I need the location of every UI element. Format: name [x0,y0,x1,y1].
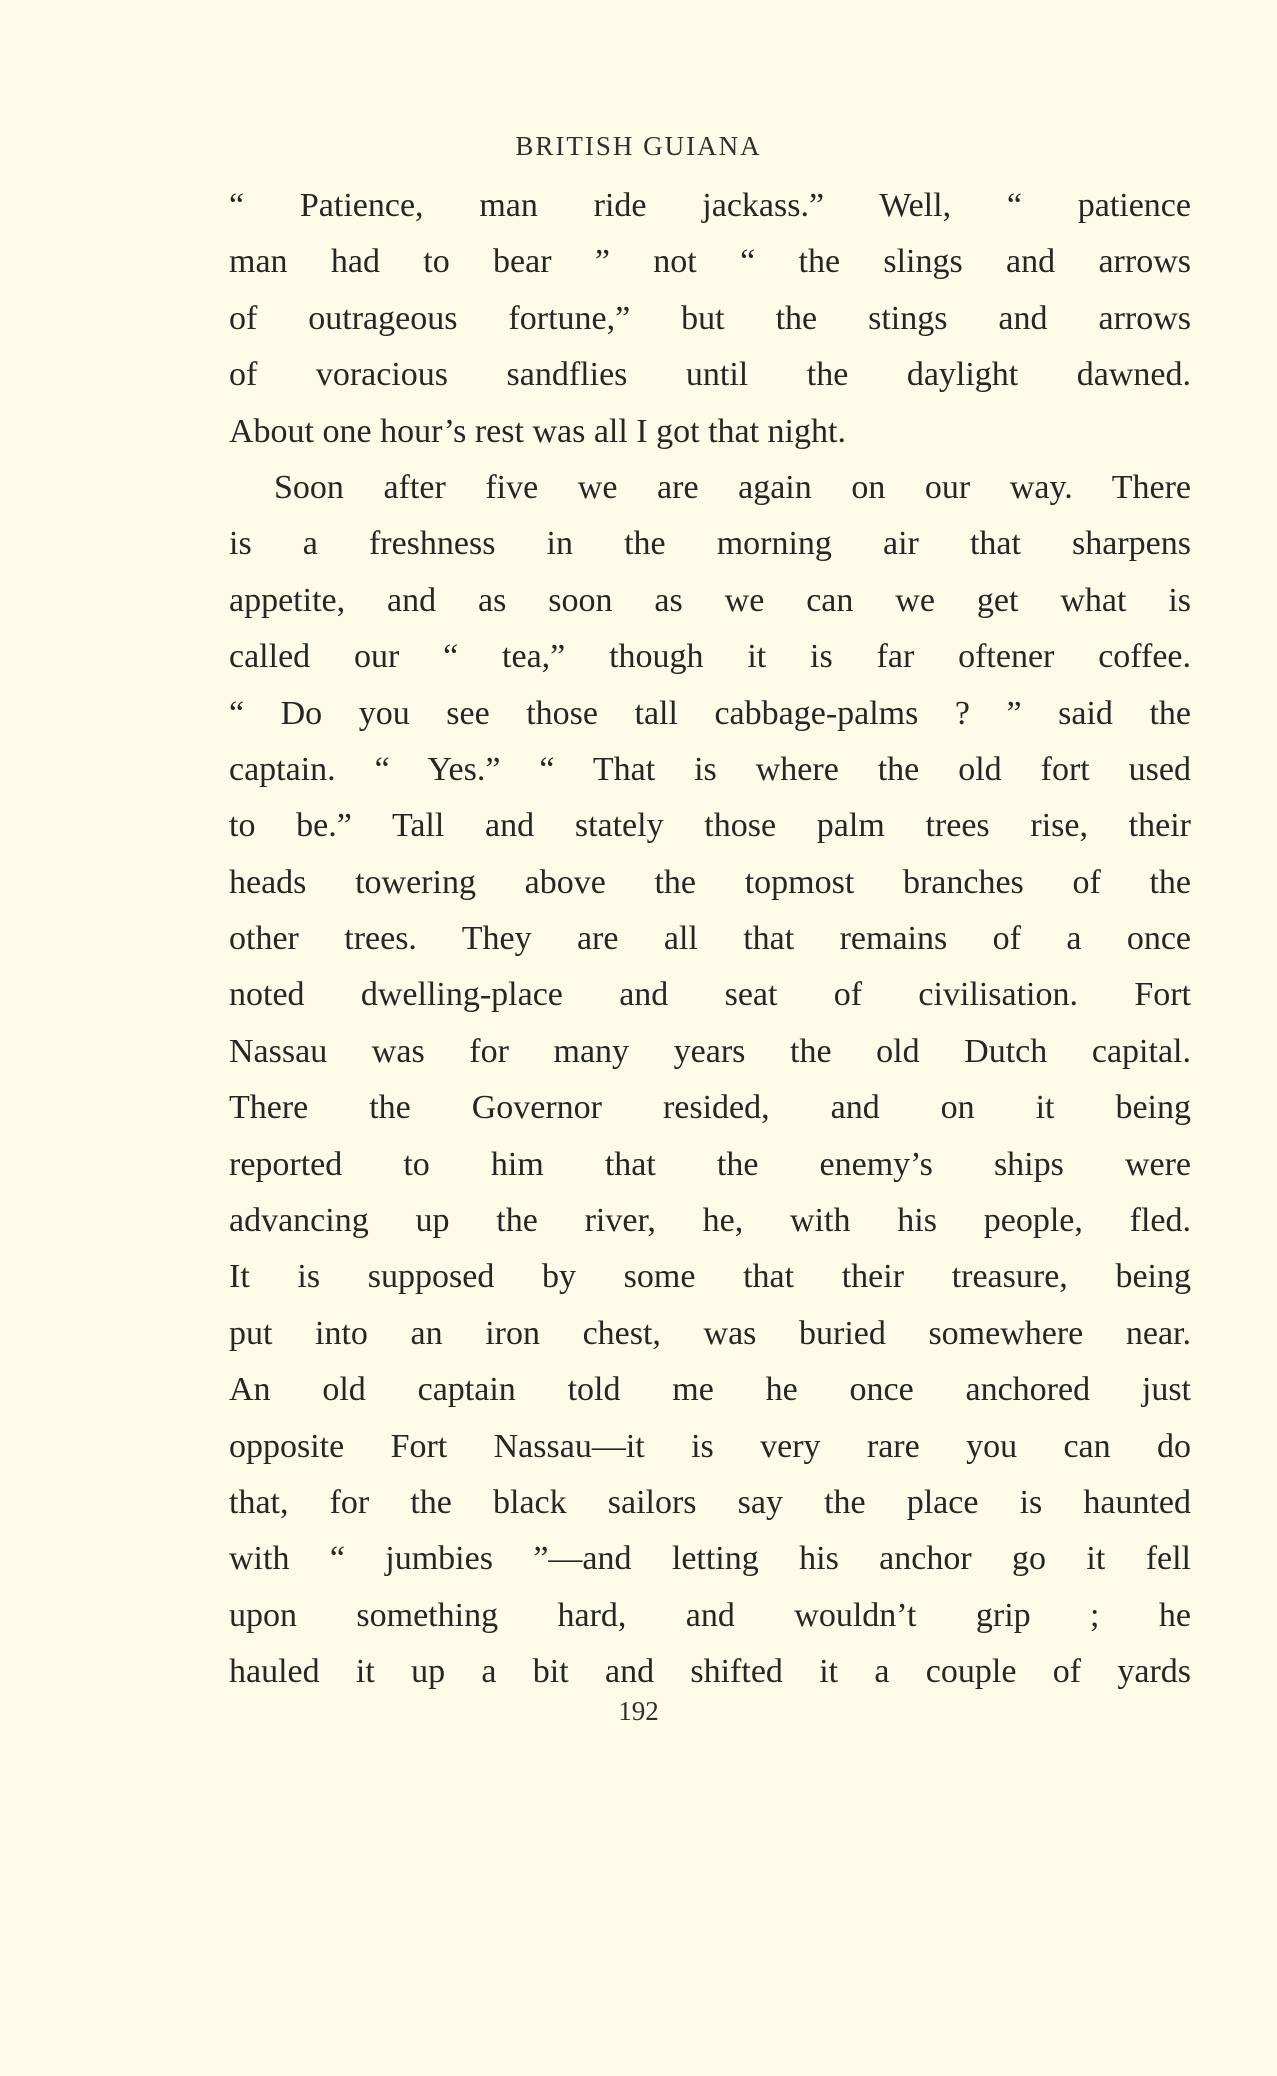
text-line: captain. “ Yes.” “ That is where the old fort used [229,750,1191,788]
text-line: that, for the black sailors say the place is haunted [229,1483,1191,1521]
text-line: hauled it up a bit and shifted it a couple of yards [229,1653,1191,1691]
text-line: About one hour’s rest was all I got that night. [229,412,846,450]
text-line: reported to him that the enemy’s ships were [229,1145,1191,1183]
text-line: There the Governor resided, and on it being [229,1089,1191,1127]
text-line: appetite, and as soon as we can we get what is [229,581,1191,619]
text-line: “ Do you see those tall cabbage-palms ? ” said the [229,694,1191,732]
text-line: upon something hard, and wouldn’t grip ; he [229,1596,1191,1634]
body-text [229,178,1191,1701]
running-head: BRITISH GUIANA [515,131,762,161]
text-line: to be.” Tall and stately those palm trees rise, their [229,807,1191,845]
text-line: called our “ tea,” though it is far oftener coffee. [229,638,1191,676]
text-line: It is supposed by some that their treasure, being [229,1258,1191,1296]
text-line: “ Patience, man ride jackass.” Well, “ patience [229,187,1191,224]
text-line: put into an iron chest, was buried somewhere near. [229,1314,1191,1352]
text-line: opposite Fort Nassau—it is very rare you can do [229,1427,1191,1465]
text-line: noted dwelling-place and seat of civilisation. Fort [229,976,1191,1014]
text-line: of voracious sandflies until the daylight dawned. [229,356,1191,394]
text-line: with “ jumbies ”—and letting his anchor go it fell [229,1540,1191,1578]
text-line: of outrageous fortune,” but the stings and arrows [229,299,1191,337]
text-line: Nassau was for many years the old Dutch capital. [229,1032,1191,1070]
text-line: Soon after five we are again on our way. There [274,468,1191,506]
page-number: 192 [618,1696,659,1726]
text-line: man had to bear ” not “ the slings and arrows [229,243,1191,281]
text-line: heads towering above the topmost branches of the [229,863,1191,901]
text-line: An old captain told me he once anchored just [229,1371,1191,1409]
text-line: advancing up the river, he, with his people, fled. [229,1202,1191,1240]
text-line: other trees. They are all that remains of a once [229,920,1191,958]
text-line: is a freshness in the morning air that sharpens [229,525,1191,563]
